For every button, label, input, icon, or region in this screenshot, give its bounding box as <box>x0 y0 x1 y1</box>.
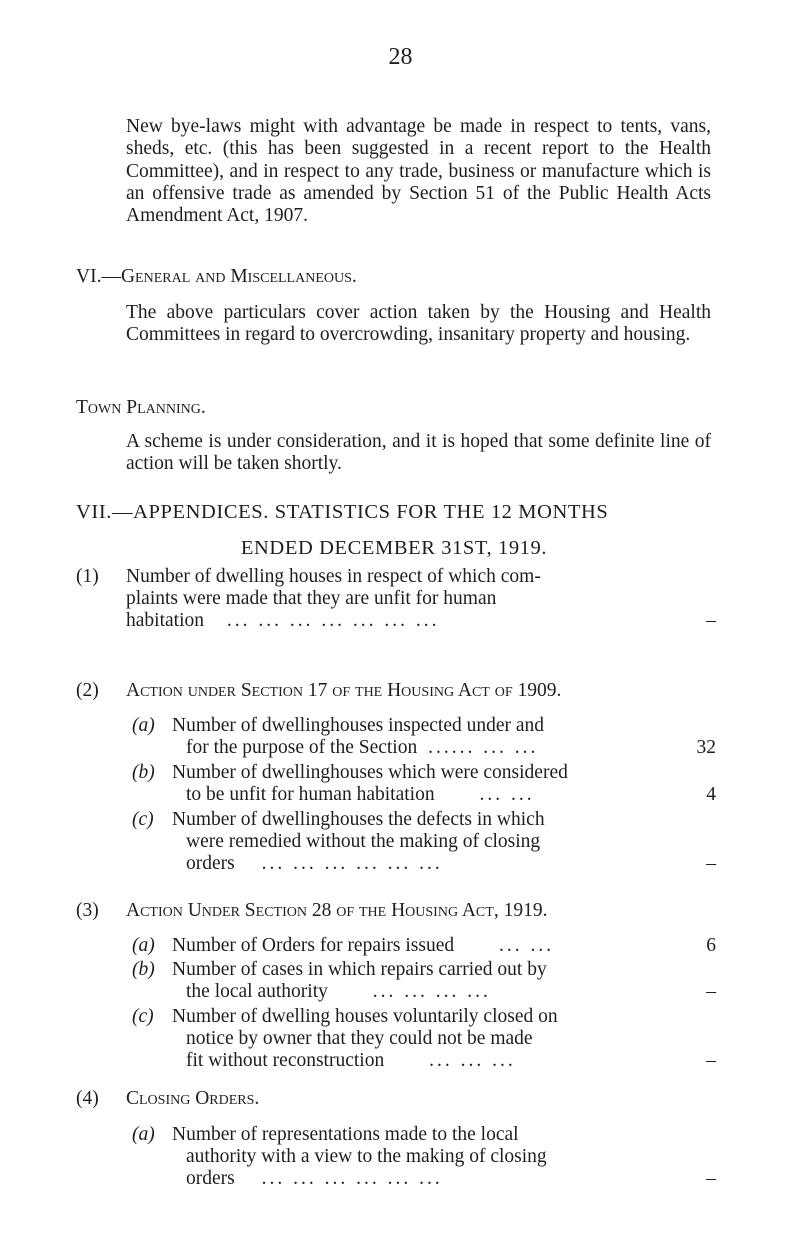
item-3-number: (3) <box>76 900 99 921</box>
intro-paragraph: New bye-laws might with advantage be made in respect to tents, vans, sheds, etc. (this has been suggested in a recent report to the Health Committee), and in respect to any trade, business or manufacture which is an offensive trade as amended by Section 51 of the Public Health Acts Amendment Act, 1907. <box>126 116 711 227</box>
item-4a <box>132 1124 716 1192</box>
item-4-number: (4) <box>76 1088 99 1109</box>
item-2c-line2: were remedied without the making of closing <box>186 831 541 852</box>
item-2b-leader: ... ... <box>479 784 535 805</box>
item-2b-label: (b) <box>132 762 155 783</box>
section-vi-paragraph: The above particulars cover action taken by the Housing and Health Committees in regard to overcrowding, insanitary property and housing. <box>126 302 711 346</box>
item-3b-line1: Number of cases in which repairs carried out by <box>172 959 547 980</box>
item-4a-line1: Number of representations made to the local <box>172 1124 519 1145</box>
item-1 <box>126 566 716 636</box>
item-2b-line1: Number of dwellinghouses which were considered <box>172 762 568 783</box>
item-1-number: (1) <box>76 566 99 587</box>
item-1-line1: Number of dwelling houses in respect of which com- <box>126 566 541 587</box>
item-3a-leader: ... ... <box>499 935 555 956</box>
item-3b <box>132 959 716 1005</box>
item-3c <box>132 1006 716 1074</box>
town-planning-heading: Town Planning. <box>76 397 206 418</box>
page-number: 28 <box>388 44 413 70</box>
item-3a-value: 6 <box>706 935 716 956</box>
item-3c-line1: Number of dwelling houses voluntarily closed on <box>172 1006 558 1027</box>
item-2b-line2: to be unfit for human habitation <box>186 784 435 805</box>
item-3c-leader: ... ... ... <box>429 1050 516 1071</box>
item-4a-line2: authority with a view to the making of closing <box>186 1146 547 1167</box>
item-3a-label: (a) <box>132 935 155 956</box>
item-2a-line1: Number of dwellinghouses inspected under and <box>172 715 545 736</box>
item-4-heading: Closing Orders. <box>126 1088 260 1109</box>
item-2b-value: 4 <box>706 784 716 805</box>
item-2a-value: 32 <box>696 737 716 758</box>
section-vii-line1: VII.—APPENDICES. STATISTICS FOR THE 12 MONTHS <box>76 501 609 523</box>
town-planning-paragraph: A scheme is under consideration, and it is hoped that some definite line of action will be taken shortly. <box>126 431 711 475</box>
item-3b-line2: the local authority <box>186 981 328 1002</box>
item-3b-leader: ... ... ... ... <box>372 981 491 1002</box>
item-3c-line2: notice by owner that they could not be made <box>186 1028 533 1049</box>
item-2c-leader: ... ... ... ... ... ... <box>261 853 443 874</box>
item-4a-label: (a) <box>132 1124 155 1145</box>
item-1-line2: plaints were made that they are unfit for human <box>126 588 497 609</box>
item-1-line3: habitation <box>126 610 204 631</box>
item-3b-label: (b) <box>132 959 155 980</box>
item-3c-value: – <box>706 1050 716 1071</box>
item-4a-line3: orders <box>186 1168 235 1189</box>
item-2a-leader: ...... ... ... <box>428 737 539 758</box>
item-2-heading: Action under Section 17 of the Housing Act of 1909. <box>126 680 562 701</box>
item-2c-label: (c) <box>132 809 154 830</box>
item-2c <box>132 809 716 877</box>
item-1-leader: ... ... ... ... ... ... ... <box>226 610 440 631</box>
section-vii-line2: ENDED DECEMBER 31ST, 1919. <box>240 537 548 559</box>
item-3b-value: – <box>706 981 716 1002</box>
item-2-number: (2) <box>76 680 99 701</box>
item-1-value: – <box>706 610 716 631</box>
item-3c-label: (c) <box>132 1006 154 1027</box>
item-3a <box>132 935 716 959</box>
item-2c-value: – <box>706 853 716 874</box>
section-vi-heading: VI.—General and Miscellaneous. <box>76 266 357 287</box>
item-2b <box>132 762 716 808</box>
item-3-heading: Action Under Section 28 of the Housing Act, 1919. <box>126 900 548 921</box>
item-2a <box>132 715 716 761</box>
item-3c-line3: fit without reconstruction <box>186 1050 385 1071</box>
item-3a-line1: Number of Orders for repairs issued <box>172 935 455 956</box>
item-4a-leader: ... ... ... ... ... ... <box>261 1168 443 1189</box>
item-2a-line2: for the purpose of the Section <box>186 737 418 758</box>
item-2a-label: (a) <box>132 715 155 736</box>
item-4a-value: – <box>706 1168 716 1189</box>
item-2c-line1: Number of dwellinghouses the defects in which <box>172 809 545 830</box>
section-vii-heading <box>76 494 712 566</box>
item-2c-line3: orders <box>186 853 235 874</box>
